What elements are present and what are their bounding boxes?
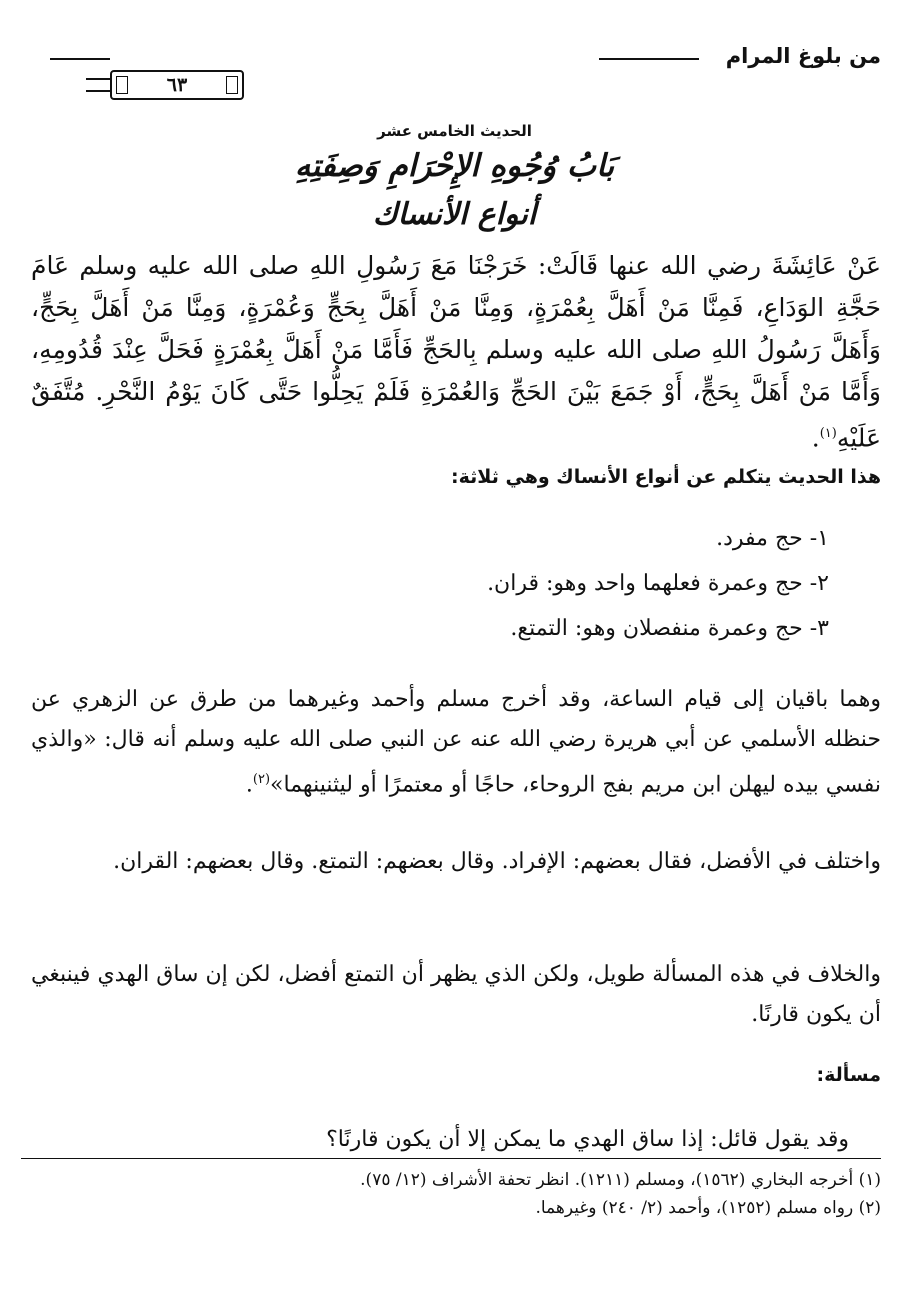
footnote-1: (١) أخرجه البخاري (١٥٦٢)، ومسلم (١٢١١). انظر تحفة الأشراف (١٢/ ٧٥).: [360, 1170, 881, 1190]
list-item: ٣- حج وعمرة منفصلان وهو: التمتع.: [510, 616, 829, 641]
page-number: ٦٣: [166, 74, 188, 96]
chapter-title: بَابُ وُجُوهِ الإِحْرَامِ وَصِفَتِهِ: [294, 148, 615, 184]
page-number-ornament: [86, 78, 110, 92]
page-number-frame: [110, 70, 244, 100]
paragraph-remaining-types: [31, 680, 881, 805]
types-list: [487, 516, 829, 651]
paragraph-preference: [31, 842, 881, 882]
types-intro: هذا الحديث يتكلم عن أنواع الأنساك وهي ثلاثة:: [451, 466, 881, 488]
footnotes: [21, 1166, 881, 1222]
hadith-text-block: [31, 245, 881, 459]
chapter-subtitle: أنواع الأنساك: [372, 197, 537, 232]
running-title: من بلوغ المرام: [725, 44, 881, 68]
masala-heading: مسألة:: [816, 1064, 881, 1086]
paragraph-3-text: والخلاف في هذه المسألة طويل، ولكن الذي يظهر أن التمتع أفضل، لكن إن ساق الهدي فينبغي أن يكون قارنًا.: [31, 962, 881, 1027]
paragraph-1-text: وهما باقيان إلى قيام الساعة، وقد أخرج مسلم وأحمد وغيرهما من طرق عن الزهري عن حنظله الأسلمي عن أبي هريرة رضي الله عنه عن النبي صلى الله عليه وسلم أنه قال: «والذي نفسي بيده ليهلن ابن مريم بفج الروحاء، حاجًا أو معتمرًا أو ليثنينهما»: [31, 687, 881, 798]
footnote-ref-1: (١): [819, 426, 837, 441]
footnote-ref-2: (٢): [252, 772, 271, 787]
footnote-divider: [21, 1158, 881, 1159]
list-item: ١- حج مفرد.: [716, 526, 829, 551]
footnote-2: (٢) رواه مسلم (١٢٥٢)، وأحمد (٢/ ٢٤٠) وغيرهما.: [535, 1198, 881, 1218]
header-rule: [599, 58, 699, 60]
list-item: ٢- حج وعمرة فعلهما واحد وهو: قران.: [487, 571, 829, 596]
paragraph-2-text: واختلف في الأفضل، فقال بعضهم: الإفراد. وقال بعضهم: التمتع. وقال بعضهم: القران.: [113, 849, 881, 874]
paragraph-1-end: .: [245, 772, 253, 798]
hadith-text: عَنْ عَائِشَةَ رضي الله عنها قَالَتْ: خَرَجْنَا مَعَ رَسُولِ اللهِ صلى الله عليه وسلم عَامَ حَجَّةِ الوَدَاعِ، فَمِنَّا مَنْ أَهَلَّ بِعُمْرَةٍ، وَمِنَّا مَنْ أَهَلَّ بِحَجٍّ وَعُمْرَةٍ، وَمِنَّا مَنْ أَهَلَّ بِحَجٍّ، وَأَهَلَّ رَسُولُ اللهِ صلى الله عليه وسلم بِالحَجِّ فَأَمَّا مَنْ أَهَلَّ بِعُمْرَةٍ فَحَلَّ عِنْدَ قُدُومِهِ، وَأَمَّا مَنْ أَهَلَّ بِحَجٍّ، أَوْ جَمَعَ بَيْنَ الحَجِّ وَالعُمْرَةِ فَلَمْ يَحِلُّوا حَتَّى كَانَ يَوْمُ النَّحْرِ. مُتَّفَقٌ عَلَيْهِ: [31, 251, 881, 453]
paragraph-opinion: [31, 955, 881, 1035]
hadith-number: الحديث الخامس عشر: [377, 122, 532, 140]
hadith-end: .: [811, 423, 820, 453]
question-text: وقد يقول قائل: إذا ساق الهدي ما يمكن إلا أن يكون قارنًا؟: [326, 1127, 849, 1152]
header-rule-left: [50, 58, 110, 60]
